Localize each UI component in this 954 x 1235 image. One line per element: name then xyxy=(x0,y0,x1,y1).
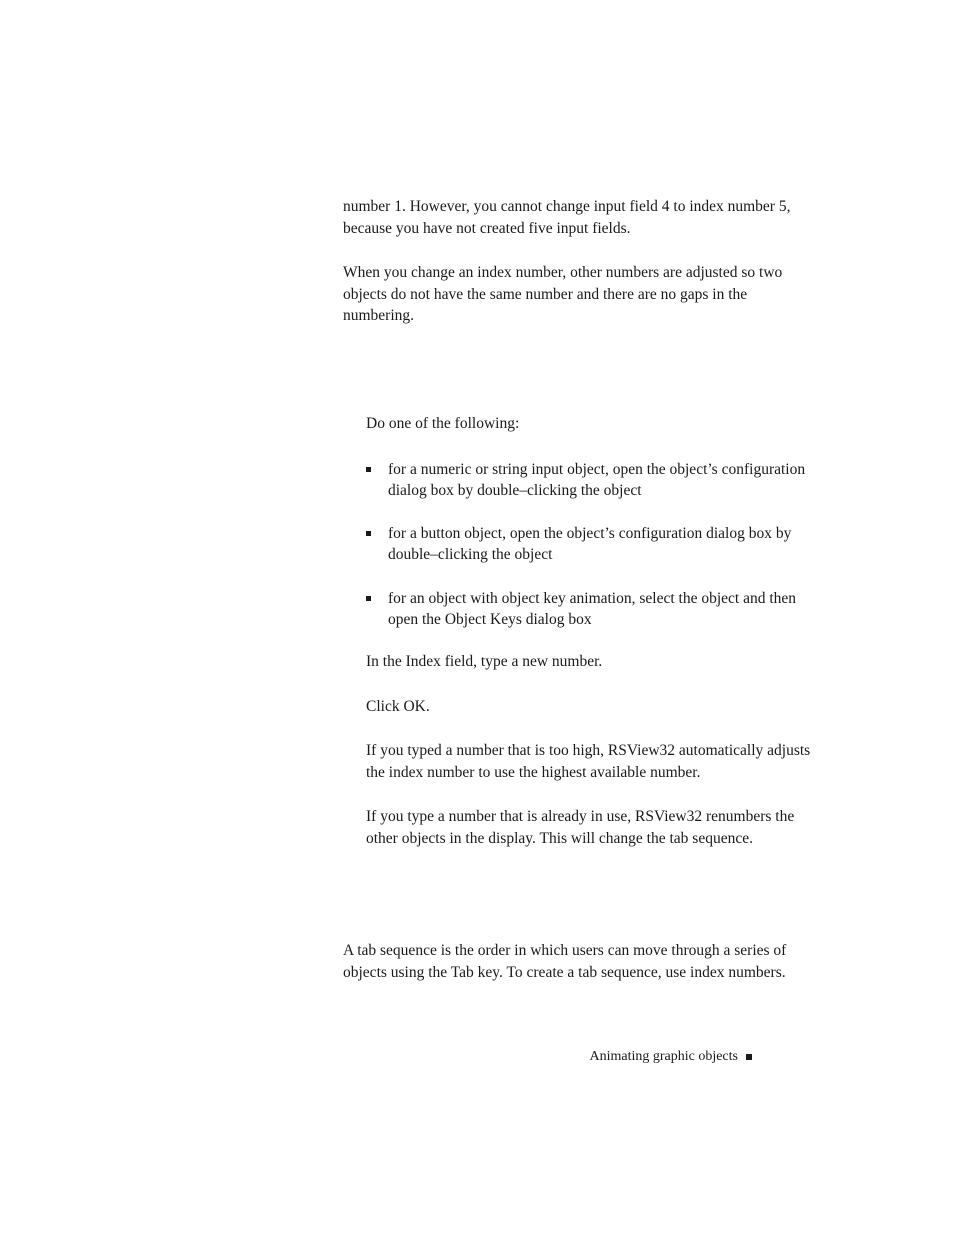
step-3-text: Click OK. xyxy=(366,698,430,715)
bullet-text: for a button object, open the object’s configuration dialog box by double–clicking the object xyxy=(388,525,792,563)
intro-paragraph-2: When you change an index number, other numbers are adjusted so two objects do not have the same number and there are no gaps in the numbering. xyxy=(343,264,783,324)
tab-sequence-paragraph: A tab sequence is the order in which users can move through a series of objects using the Tab key. To create a tab sequence, use index numbers. xyxy=(343,942,787,981)
square-bullet-icon xyxy=(366,531,371,536)
note-paragraph-2: If you type a number that is already in use, RSView32 renumbers the other objects in the display. This will change the tab sequence. xyxy=(366,808,795,847)
square-bullet-icon xyxy=(366,467,371,472)
bullet-item-1 xyxy=(366,460,816,501)
footer-square-icon xyxy=(746,1054,752,1060)
bullet-text: for an object with object key animation, select the object and then open the Object Keys dialog box xyxy=(388,590,797,628)
page-footer-text: Animating graphic objects xyxy=(589,1049,738,1064)
bullet-item-3 xyxy=(366,589,816,630)
bullet-item-2 xyxy=(366,524,816,565)
bullet-text: for a numeric or string input object, open the object’s configuration dialog box by double–clicking the object xyxy=(388,461,806,499)
square-bullet-icon xyxy=(366,596,371,601)
intro-paragraph-1: number 1. However, you cannot change input field 4 to index number 5, because you have not created five input fields. xyxy=(343,198,791,237)
step-2-text: In the Index field, type a new number. xyxy=(366,653,603,670)
note-paragraph-1: If you typed a number that is too high, RSView32 automatically adjusts the index number to use the highest available number. xyxy=(366,742,811,781)
step-1-text: Do one of the following: xyxy=(366,415,520,432)
